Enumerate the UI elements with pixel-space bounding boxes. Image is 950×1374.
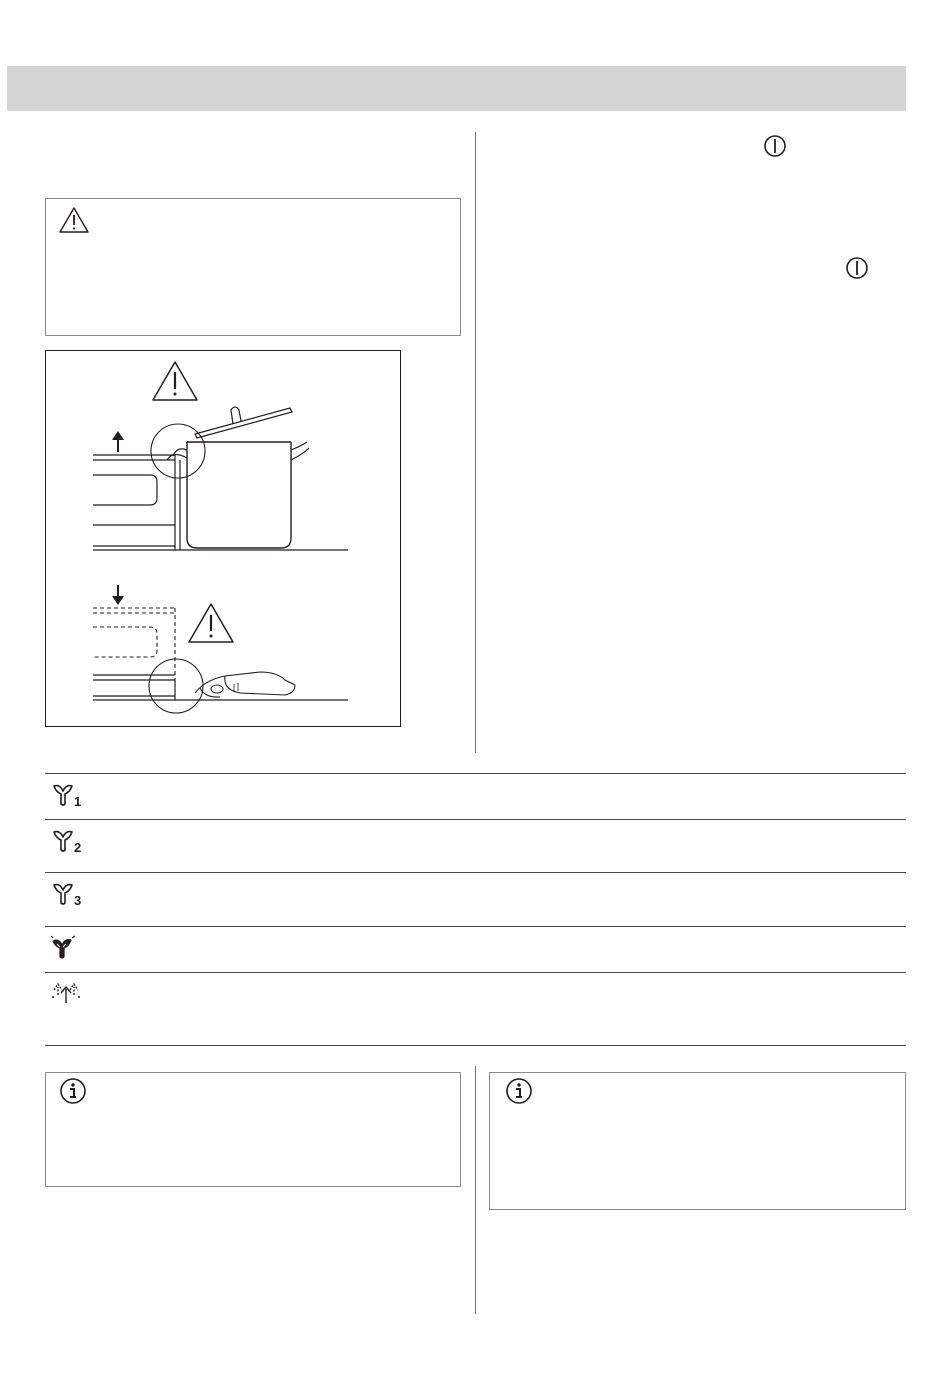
svg-text:3: 3 <box>74 893 82 907</box>
table-rule-top <box>45 773 906 774</box>
fan-intensive-icon <box>50 935 80 961</box>
power-on-off-icon <box>763 134 787 158</box>
info-box-left <box>45 1072 461 1187</box>
info-box-right <box>489 1072 906 1210</box>
column-divider-top <box>475 132 476 753</box>
info-icon <box>59 1077 87 1105</box>
section-header-bar <box>7 66 906 111</box>
fan-speed-2-icon <box>50 828 84 854</box>
table-rule-bottom <box>45 1045 906 1046</box>
power-on-off-icon <box>845 256 869 280</box>
steam-breeze-icon <box>50 979 82 1005</box>
table-rule <box>45 972 906 973</box>
hood-lid-pot-warning-illustration <box>45 350 401 727</box>
svg-text:1: 1 <box>74 794 82 808</box>
fan-speed-3-icon <box>50 881 84 907</box>
table-rule <box>45 872 906 873</box>
column-divider-bottom <box>475 1066 476 1314</box>
info-icon <box>505 1077 533 1105</box>
svg-text:2: 2 <box>74 840 82 854</box>
warning-triangle-icon <box>58 206 90 234</box>
table-rule <box>45 926 906 927</box>
fan-speed-1-icon <box>50 782 84 808</box>
table-rule <box>45 819 906 820</box>
warning-box <box>45 198 461 336</box>
